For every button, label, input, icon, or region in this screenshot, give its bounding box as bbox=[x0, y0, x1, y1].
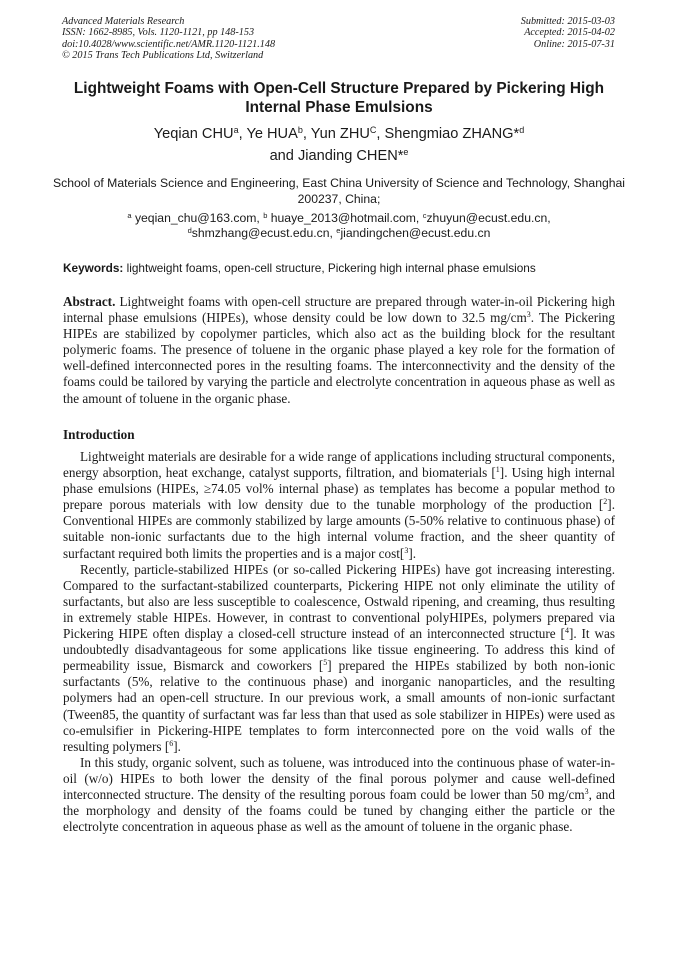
paragraph-text: Lightweight materials are desirable for a wide range of applications including structural components, energy absorption, heat exchange, catalyst supports, filtration, and biomaterials [ bbox=[63, 449, 615, 481]
section-heading-introduction: Introduction bbox=[63, 427, 135, 442]
email-mark: a bbox=[127, 211, 132, 220]
superscript: 3 bbox=[584, 786, 589, 796]
email-mark: d bbox=[187, 226, 192, 235]
author-affil-mark: d bbox=[519, 125, 525, 135]
citation-ref[interactable]: 1 bbox=[495, 465, 500, 475]
online-date: Online: 2015-07-31 bbox=[533, 38, 615, 50]
paragraph-text: In this study, organic solvent, such as toluene, was introduced into the continuous phase of water-in-oil (w/o) HIPEs to both lower the density of the final porous polymer and cause well-defined interconnected structure. The density of the resulting porous foam could be lower than 50 mg/cm bbox=[63, 754, 615, 802]
journal-header bbox=[62, 16, 615, 68]
email-address[interactable]: yeqian_chu@163.com, bbox=[134, 211, 260, 225]
email-mark: b bbox=[263, 211, 268, 220]
accepted-date: Accepted: 2015-04-02 bbox=[524, 27, 615, 39]
author-name: Jianding CHEN* bbox=[297, 148, 404, 164]
paragraph bbox=[63, 449, 615, 562]
affiliation: School of Materials Science and Engineering, East China University of Science and Technology, Shanghai 200237, China; bbox=[52, 176, 626, 206]
author-conjunction: and bbox=[269, 148, 298, 164]
superscript: 3 bbox=[526, 310, 531, 320]
author-name: Shengmiao ZHANG* bbox=[384, 126, 520, 142]
email-line-1 bbox=[50, 211, 628, 226]
paragraph-text: ]. It was undoubtedly disadvantageous for some applications like tissue engineering. To address this kind of permeability issue, Bismarck and coworkers [ bbox=[63, 626, 615, 674]
author-affil-mark: C bbox=[369, 125, 377, 135]
author-affil-mark: a bbox=[233, 125, 239, 135]
copyright-line: © 2015 Trans Tech Publications Ltd, Switzerland bbox=[62, 49, 264, 61]
author-separator: , bbox=[376, 126, 385, 142]
email-mark: c bbox=[422, 211, 427, 220]
author-name: Yeqian CHU bbox=[153, 126, 234, 142]
email-mark: e bbox=[336, 226, 341, 235]
issn-line: ISSN: 1662-8985, Vols. 1120-1121, pp 148-153 bbox=[62, 27, 255, 39]
introduction-body bbox=[63, 449, 615, 835]
journal-name: Advanced Materials Research bbox=[62, 16, 185, 27]
abstract bbox=[63, 294, 615, 407]
email-address[interactable]: shmzhang@ecust.edu.cn, bbox=[191, 226, 333, 240]
author-affil-mark: b bbox=[297, 125, 303, 135]
citation-ref[interactable]: 5 bbox=[323, 658, 328, 668]
email-address[interactable]: zhuyun@ecust.edu.cn, bbox=[426, 211, 551, 225]
abstract-text: . The Pickering HIPEs are stabilized by copolymer particles, which also act as the building block for the resultant polymeric foams. The presence of toluene in the organic phase played a key role for the formation of well-defined interconnected pores in the resulting foams. The interconnectivity and the density of the foams could be tailored by varying the particle and electrolyte concentration in aqueous phase as well as the amount of toluene in the organic phase. bbox=[63, 310, 615, 406]
abstract-label: Abstract. bbox=[63, 294, 116, 309]
keywords bbox=[63, 261, 615, 276]
paragraph-text: ]. Using high internal phase emulsions (HIPEs, ≥74.05 vol% internal phase) as templates has become a popular method to prepare porous materials with low density due to the tunable morphology of the production [ bbox=[63, 465, 615, 513]
author-line-1 bbox=[40, 123, 638, 145]
paragraph-text: ]. bbox=[408, 545, 417, 561]
author-separator: , bbox=[238, 126, 247, 142]
author-name: Yun ZHU bbox=[310, 126, 370, 142]
keywords-label: Keywords: bbox=[63, 261, 124, 275]
submitted-date: Submitted: 2015-03-03 bbox=[520, 16, 615, 27]
paragraph bbox=[63, 562, 615, 755]
paragraph bbox=[63, 755, 615, 835]
author-name: Ye HUA bbox=[246, 126, 298, 142]
email-address[interactable]: huaye_2013@hotmail.com, bbox=[270, 211, 420, 225]
paragraph-text: ]. Conventional HIPEs are commonly stabilized by large amounts (5-50% relative to continuous phase) of suitable non-ionic surfactants due to the high internal volume fraction, and the sheer quantity of surfactant required both limits the properties and is a major cost[ bbox=[63, 497, 615, 561]
author-affil-mark: e bbox=[403, 147, 409, 157]
author-separator: , bbox=[302, 126, 311, 142]
author-emails bbox=[50, 211, 628, 241]
citation-ref[interactable]: 2 bbox=[603, 497, 608, 507]
paper-title: Lightweight Foams with Open-Cell Structure Prepared by Pickering High Internal Phase Emulsions bbox=[73, 80, 605, 116]
header-left bbox=[62, 16, 275, 61]
citation-ref[interactable]: 3 bbox=[404, 545, 409, 555]
author-line-2 bbox=[40, 145, 638, 167]
citation-ref[interactable]: 6 bbox=[169, 738, 174, 748]
paragraph-text: Recently, particle-stabilized HIPEs (or so-called Pickering HIPEs) have got increasing interesting. Compared to the surfactant-stabilized counterparts, Pickering HIPE not only eliminate the utility of surfactants, but also are less susceptible to coalescence, Ostwald ripening, and creaming, thus resulting in extremely stable HIPEs. However, in contrast to conventional polyHIPEs, polymers prepared via Pickering HIPE often display a closed-cell structure instead of an interconnected structure [ bbox=[63, 561, 615, 642]
doi-line: doi:10.4028/www.scientific.net/AMR.1120-1121.148 bbox=[62, 38, 276, 50]
email-line-2 bbox=[50, 226, 628, 241]
author-list bbox=[40, 123, 638, 167]
keywords-text: lightweight foams, open-cell structure, Pickering high internal phase emulsions bbox=[123, 261, 536, 275]
email-address[interactable]: jiandingchen@ecust.edu.cn bbox=[340, 226, 491, 240]
paragraph-text: ]. bbox=[173, 738, 181, 754]
header-right bbox=[521, 16, 615, 50]
abstract-text: Lightweight foams with open-cell structure are prepared through water-in-oil Pickering high internal phase emulsions (HIPEs), whose density could be low down to 32.5 mg/cm bbox=[63, 294, 615, 326]
citation-ref[interactable]: 4 bbox=[564, 626, 569, 636]
paragraph-text: ] prepared the HIPEs stabilized by both non-ionic surfactants (5%, relative to the continuous phase) and inorganic nanoparticles, and the resulting polymers had an open-cell structure. In our previous work, a small amounts of non-ionic surfactant (Tween85, the quantity of surfactant was far less than that used as sole stabilizer in HIPEs) were used as co-emulsifier in Pickering-HIPE templates to form interconnected pore on the void walls of the resulting polymers [ bbox=[63, 658, 615, 754]
paragraph-text: , and the morphology and density of the foams could be tuned by changing either the particle or the electrolyte concentration in aqueous phase as well as the amount of toluene in the organic phase. bbox=[63, 786, 615, 835]
